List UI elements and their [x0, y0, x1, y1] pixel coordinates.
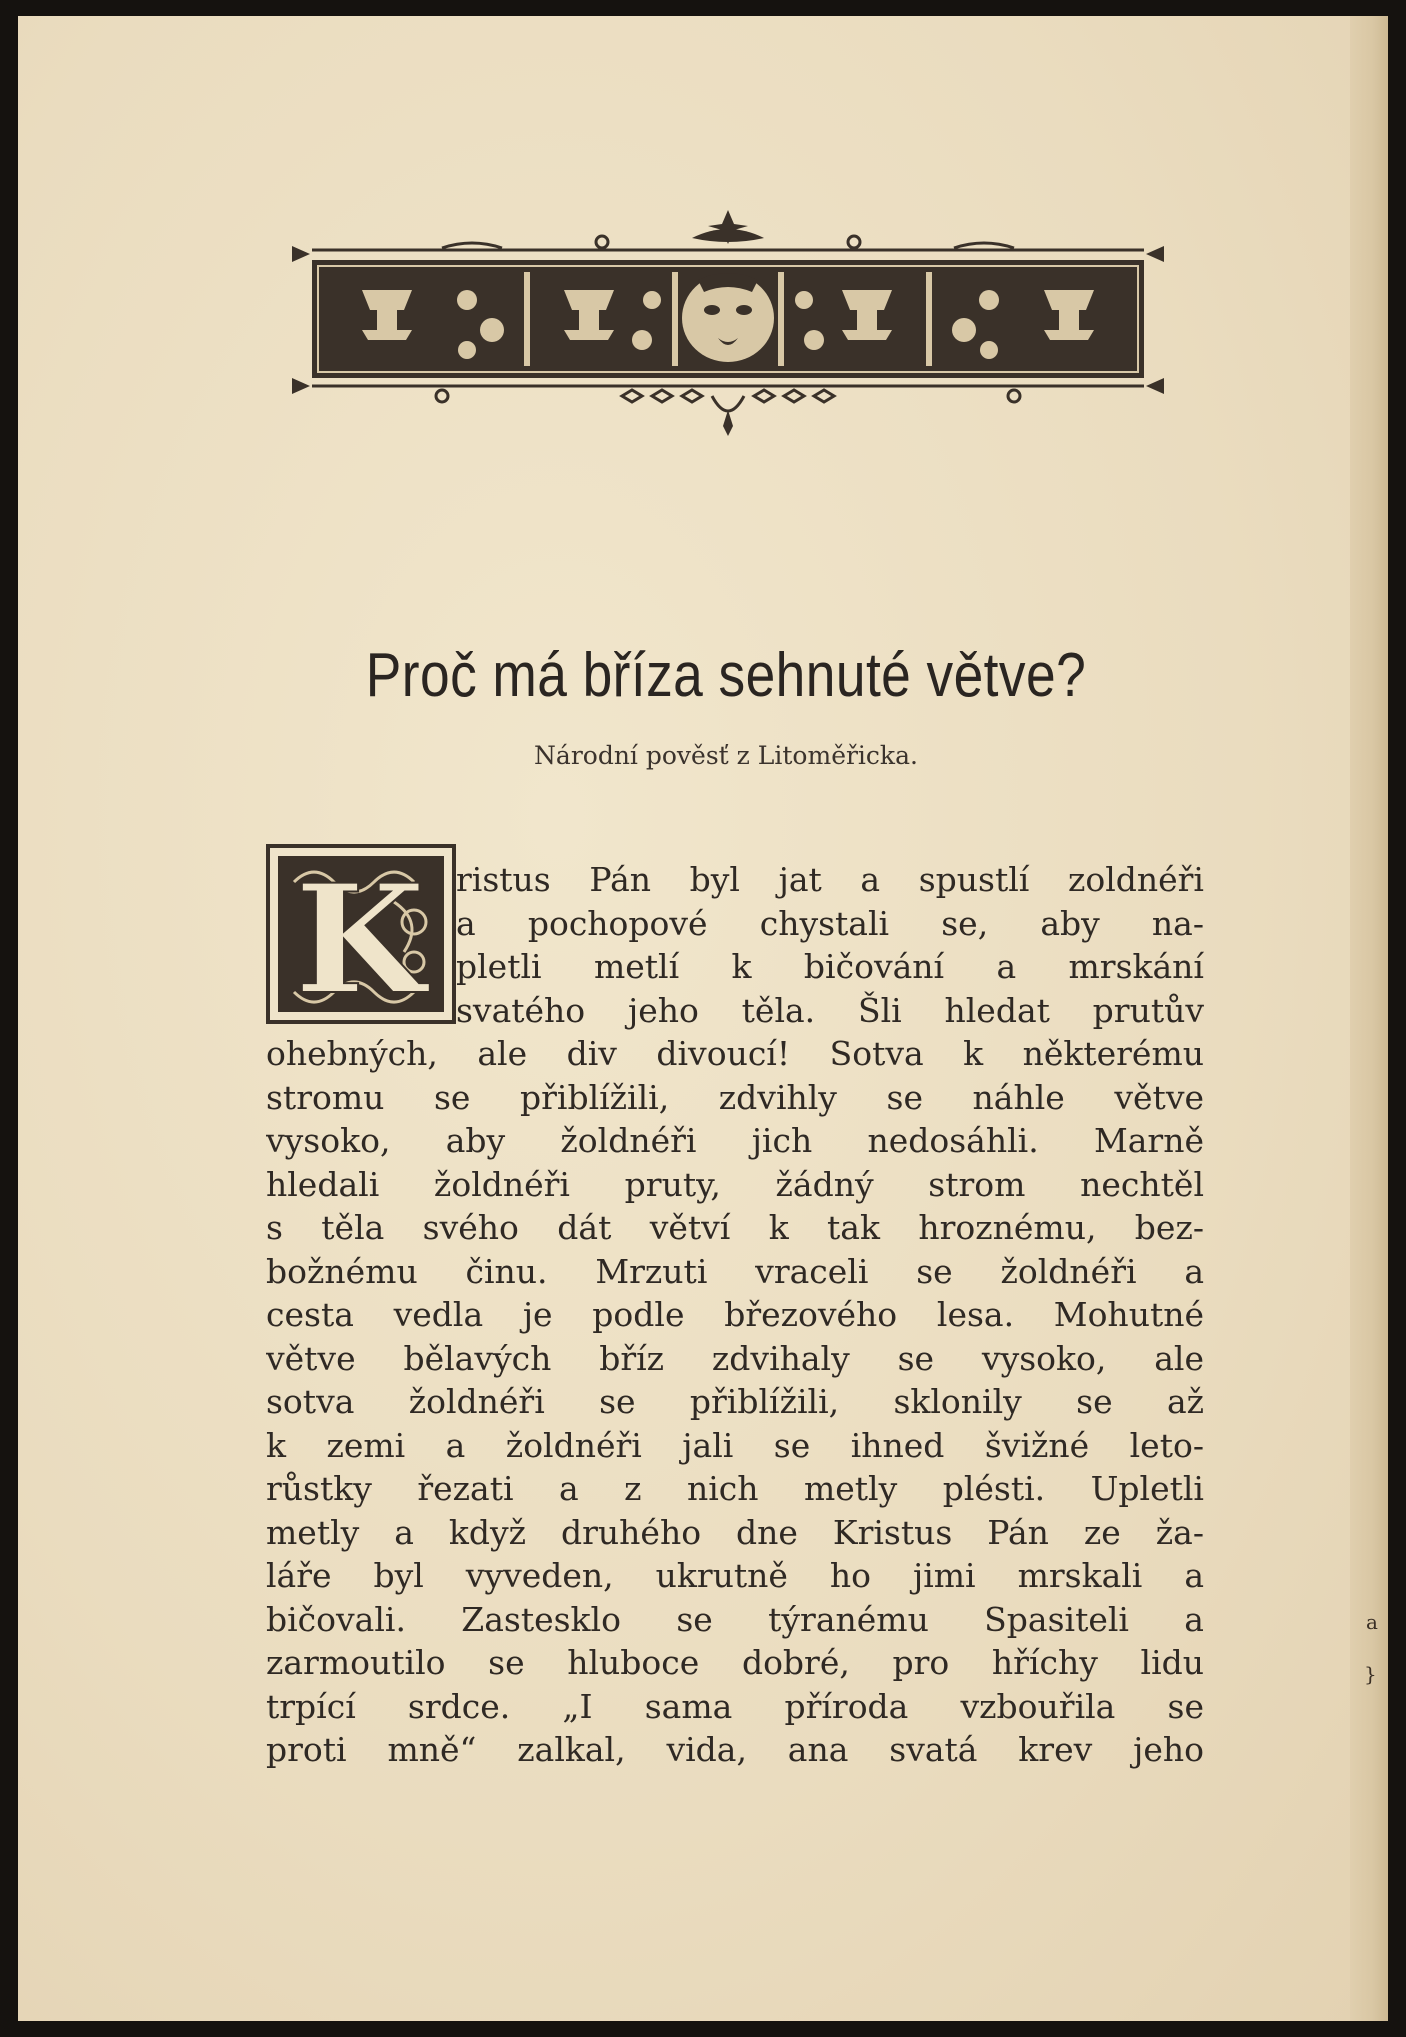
text-line: ohebných, ale div divoucí! Sotva k některému — [266, 1034, 1204, 1073]
text-line: láře byl vyveden, ukrutně ho jimi mrskali a — [266, 1556, 1204, 1595]
body-text — [266, 858, 1204, 1772]
text-line: k zemi a žoldnéři jali se ihned švižné leto- — [266, 1425, 1204, 1465]
page-subtitle: Národní pověsť z Litoměřicka. — [534, 741, 918, 770]
text-line: božnému činu. Mrzuti vraceli se žoldnéři a — [266, 1251, 1204, 1291]
text-line: cesta vedla je podle březového lesa. Mohutné — [266, 1295, 1204, 1334]
text-line: a pochopové chystali se, aby na- — [456, 903, 1204, 943]
drop-cap-letter: K — [294, 852, 426, 1026]
text-line: větve bělavých bříz zdvihaly se vysoko, ale — [266, 1338, 1204, 1378]
text-line: trpící srdce. „I sama příroda vzbouřila se — [266, 1686, 1204, 1726]
text-line: ristus Pán byl jat a spustlí zoldnéři — [456, 860, 1204, 899]
text-line: svatého jeho těla. Šli hledat prutův — [456, 990, 1204, 1030]
text-line: hledali žoldnéři pruty, žádný strom nechtěl — [266, 1164, 1204, 1204]
text-line: s těla svého dát větví k tak hroznému, bez- — [266, 1208, 1204, 1247]
page-gutter — [1350, 16, 1388, 2021]
gutter-mark-brace: } — [1364, 1662, 1377, 1686]
text-line: pletli metlí k bičování a mrskání — [456, 947, 1204, 986]
text-line: vysoko, aby žoldnéři jich nedosáhli. Marně — [266, 1121, 1204, 1160]
text-line: zarmoutilo se hluboce dobré, pro hříchy lidu — [266, 1643, 1204, 1682]
text-line: sotva žoldnéři se přiblížili, sklonily se až — [266, 1382, 1204, 1421]
text-line: proti mně“ zalkal, vida, ana svatá krev jeho — [266, 1730, 1204, 1769]
text-line: bičovali. Zastesklo se týranému Spasiteli a — [266, 1599, 1204, 1639]
ornamental-headpiece — [292, 210, 1164, 436]
text-line: stromu se přiblížili, zdvihly se náhle větve — [266, 1077, 1204, 1117]
text-line: metly a když druhého dne Kristus Pán ze ža- — [266, 1512, 1204, 1552]
text-line: růstky řezati a z nich metly plésti. Upletli — [266, 1469, 1204, 1508]
gutter-mark-a: a — [1366, 1610, 1378, 1634]
page-title: Proč má bříza sehnuté větve? — [365, 641, 1087, 710]
